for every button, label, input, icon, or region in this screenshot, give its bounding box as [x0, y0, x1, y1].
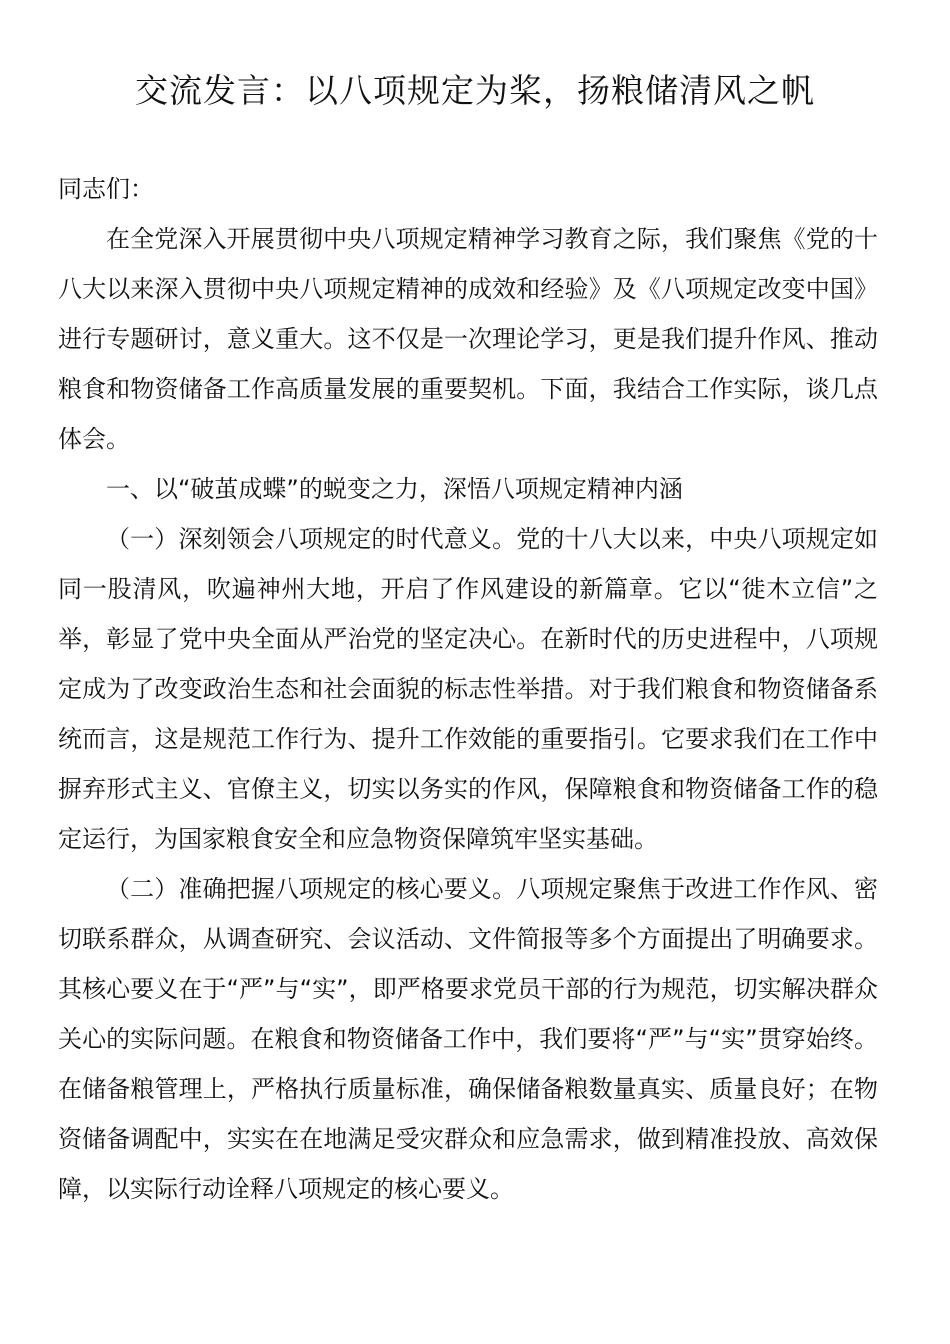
- salutation: 同志们：: [58, 175, 154, 203]
- document-title: 交流发言：以八项规定为桨，扬粮储清风之帆: [135, 71, 815, 110]
- section-heading-1: 一、以“破茧成蝶”的蜕变之力，深悟八项规定精神内涵: [106, 475, 683, 503]
- subsection-paragraph-2: （二）准确把握八项规定的核心要义。八项规定聚焦于改进工作作风、密切联系群众，从调查研究、会议活动、文件简报等多个方面提出了明确要求。其核心要义在于“严”与“实”，即严格要求党员干部的行为规范，切实解决群众关心的实际问题。在粮食和物资储备工作中，我们要将“严”与“实”贯穿始终。在储备粮管理上，严格执行质量标准，确保储备粮数量真实、质量良好；在物资储备调配中，实实在在地满足受灾群众和应急需求，做到精准投放、高效保障，以实际行动诠释八项规定的核心要义。: [58, 875, 878, 1203]
- intro-paragraph: 在全党深入开展贯彻中央八项规定精神学习教育之际，我们聚焦《党的十八大以来深入贯彻中央八项规定精神的成效和经验》及《八项规定改变中国》进行专题研讨，意义重大。这不仅是一次理论学习，更是我们提升作风、推动粮食和物资储备工作高质量发展的重要契机。下面，我结合工作实际，谈几点体会。: [58, 225, 878, 453]
- document-body: [58, 164, 878, 1214]
- subsection-paragraph-1: （一）深刻领会八项规定的时代意义。党的十八大以来，中央八项规定如同一股清风，吹遍神州大地，开启了作风建设的新篇章。它以“徙木立信”之举，彰显了党中央全面从严治党的坚定决心。在新时代的历史进程中，八项规定成为了改变政治生态和社会面貌的标志性举措。对于我们粮食和物资储备系统而言，这是规范工作行为、提升工作效能的重要指引。它要求我们在工作中摒弃形式主义、官僚主义，切实以务实的作风，保障粮食和物资储备工作的稳定运行，为国家粮食安全和应急物资保障筑牢坚实基础。: [58, 525, 878, 853]
